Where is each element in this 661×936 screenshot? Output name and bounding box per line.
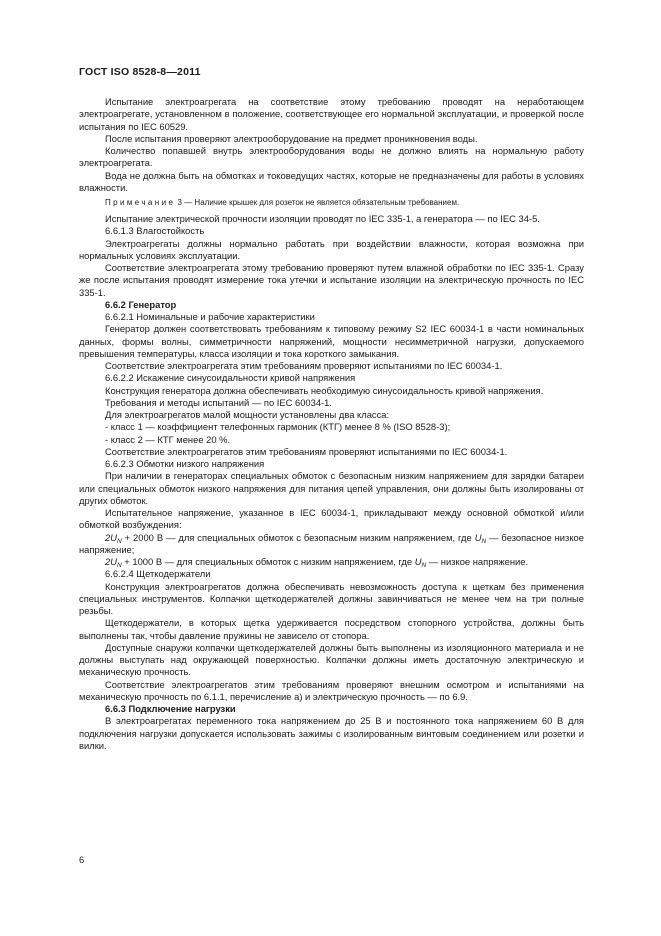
page-number: 6: [79, 854, 85, 865]
paragraph: Конструкция электроагрегатов должна обеспечивать невозможность доступа к щеткам без применения специальных инструментов. Колпачки щеткодержателей должны завинчиваться не менее чем на три полные резьбы.: [79, 580, 584, 616]
section-heading: 6.6.2.2 Искажение синусоидальности кривой напряжения: [105, 372, 356, 384]
paragraph: Конструкция генератора должна обеспечивать необходимую синусоидальность кривой напряжения.: [105, 384, 544, 396]
paragraph: Соответствие электроагрегата этому требованию проверяют путем влажной обработки по IEC 335-1. Сразу же после испытания проводят измерение тока утечки и испытание изоляции на электрическую прочность по IEC 335-1.: [79, 262, 584, 298]
paragraph: Соответствие электроагрегатов этим требованиям проверяют испытаниями по IEC 60034-1.: [105, 445, 508, 457]
paragraph: Доступные снаружи колпачки щеткодержателей должны быть выполнены из изоляционного материала и не должны выступать над окружающей поверхностью. Колпачки должны иметь достаточную электрическую и механическую прочность.: [79, 641, 584, 678]
paragraph: Соответствие электроагрегатов этим требованиям проверяют внешним осмотром и испытаниями на механическую прочность по 6.1.1, перечисление а) и электрическую прочность — по 6.9.: [79, 678, 584, 702]
paragraph: В электроагрегатах переменного тока напряжением до 25 В и постоянного тока напряжением 60 В для подключения нагрузки допускается использовать зажимы с изолированным винтовым соединением или розетки и вилки.: [79, 715, 584, 751]
section-heading: 6.6.3 Подключение нагрузки: [105, 703, 236, 714]
paragraph: Количество попавшей внутрь электрооборудования воды не должно влиять на нормальную работу электроагрегата.: [79, 145, 584, 169]
list-item: - класс 2 — КТГ менее 20 %.: [105, 433, 231, 445]
section-heading: 6.6.2.4 Щеткодержатели: [105, 568, 211, 580]
document-body: [79, 96, 584, 752]
formula-line: $2U_N + 2000$ В — для специальных обмоток с безопасным низким напряжением, где $U_N$ — безопасное низкое напряжение;: [79, 531, 584, 555]
paragraph: Генератор должен соответствовать требованиям к типовому режиму S2 IEC 60034-1 в части номинальных данных, формы волны, симметричности напряжений, мощности несимметричной нагрузки, допускаемого превышения температуры, класса изоляции и тока короткого замыкания.: [79, 323, 584, 359]
paragraph: Вода не должна быть на обмотках и токоведущих частях, которые не предназначены для работы в условиях влажности.: [79, 169, 584, 193]
paragraph: Испытательное напряжение, указанное в IEC 60034-1, прикладывают между основной обмоткой и/или обмоткой возбуждения:: [79, 507, 584, 531]
section-heading: 6.6.1.3 Влагостойкость: [105, 225, 205, 237]
paragraph: Электроагрегаты должны нормально работать при воздействии влажности, которая возможна при нормальных условиях эксплуатации.: [79, 237, 584, 261]
paragraph: Щеткодержатели, в которых щетка удерживается посредством стопорного устройства, должны быть выполнены так, чтобы давление пружины не зависело от стопора.: [79, 617, 584, 641]
paragraph: Для электроагрегатов малой мощности установлены два класса:: [105, 409, 390, 420]
paragraph: Испытание электрической прочности изоляции проводят по IEC 335-1, а генератора — по IEC 34-5.: [105, 213, 540, 224]
formula-line: $2U_N + 1000$ В — для специальных обмоток с низким напряжением, где $U_N$ — низкое напряжение.: [105, 556, 529, 569]
paragraph: Требования и методы испытаний — по IEC 60034-1.: [105, 396, 333, 408]
paragraph: Испытание электроагрегата на соответствие этому требованию проводят на неработающем электроагрегате, установленном в положение, соответствующее его нормальной эксплуатации, и проверкой после испытания по IEC 60529.: [79, 96, 584, 132]
list-item: - класс 1 — коэффициент телефонных гармоник (КТГ) менее 8 % (ISO 8528-3);: [105, 421, 451, 433]
paragraph: После испытания проверяют электрооборудование на предмет проникновения воды.: [105, 132, 478, 144]
document-header: ГОСТ ISO 8528-8—2011: [79, 66, 201, 78]
note-label: Примечание: [105, 198, 176, 207]
paragraph: При наличии в генераторах специальных обмоток с безопасным низким напряжением для зарядки батареи или специальных обмоток низкого напряжения для питания цепей управления, они должны быть изолированы от других обмоток.: [79, 470, 584, 506]
section-heading: 6.6.2.3 Обмотки низкого напряжения: [105, 458, 265, 469]
section-heading: 6.6.2 Генератор: [105, 298, 177, 310]
note-text: 3 — Наличие крышек для розеток не является обязательным требованием.: [175, 198, 460, 207]
section-heading: 6.6.2.1 Номинальные и рабочие характеристики: [105, 311, 315, 322]
note: [79, 197, 584, 209]
paragraph: Соответствие электроагрегата этим требованиям проверяют испытаниями по IEC 60034-1.: [105, 360, 503, 371]
